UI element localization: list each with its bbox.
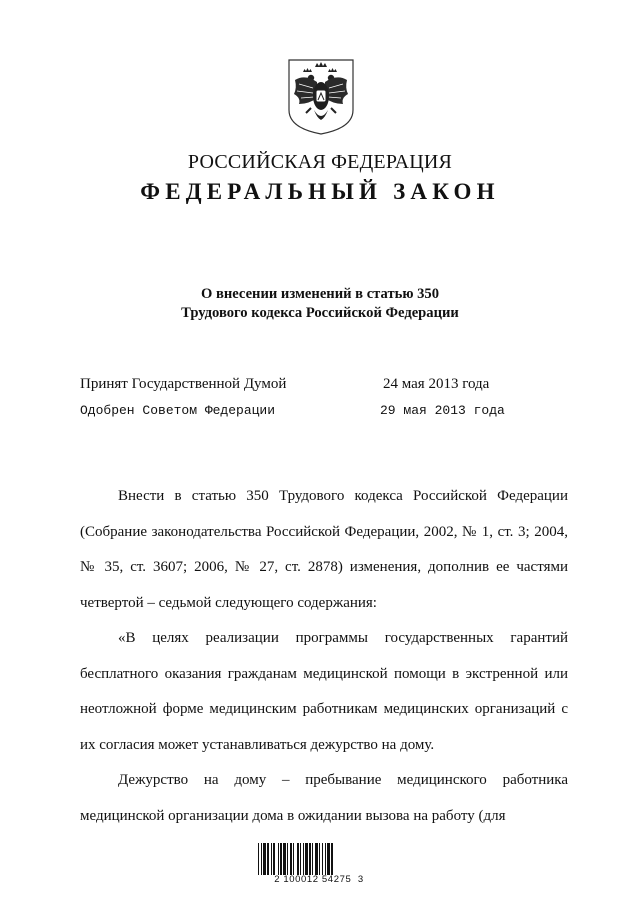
law-title-line-2: Трудового кодекса Российской Федерации bbox=[181, 305, 459, 321]
barcode bbox=[256, 843, 382, 875]
body-paragraph-3: Дежурство на дому – пребывание медицинского работника медицинской организации дома в ожидании вызова на работу (для bbox=[80, 772, 568, 824]
coat-of-arms-emblem bbox=[287, 58, 355, 136]
law-body bbox=[80, 479, 568, 834]
body-paragraph-2: «В целях реализации программы государственных гарантий бесплатного оказания гражданам медицинской помощи в экстренной или неотложной форме медицинским работникам медицинских организаций с их согласия может устанавливаться дежурство на дому. bbox=[80, 630, 568, 753]
barcode-number: 2 100012 54275 3 bbox=[274, 874, 364, 885]
country-heading: РОССИЙСКАЯ ФЕДЕРАЦИЯ bbox=[187, 151, 453, 173]
law-title bbox=[0, 285, 640, 323]
law-title-line-1: О внесении изменений в статью 350 bbox=[200, 286, 440, 302]
council-approval-label: Одобрен Советом Федерации bbox=[80, 403, 276, 418]
body-paragraph-1: Внести в статью 350 Трудового кодекса Российской Федерации (Собрание законодательства Российской Федерации, 2002, № 1, ст. 3; 2004, № 35, ст. 3607; 2006, № 27, ст. 2878) изменения, дополнив ее частями четвертой – седьмой следующего содержания: bbox=[80, 488, 568, 611]
document-type-heading: ФЕДЕРАЛЬНЫЙ ЗАКОН bbox=[140, 179, 500, 204]
council-approval-date: 29 мая 2013 года bbox=[380, 403, 505, 418]
duma-adoption-label: Принят Государственной Думой bbox=[80, 376, 287, 392]
duma-adoption-date: 24 мая 2013 года bbox=[383, 376, 490, 392]
